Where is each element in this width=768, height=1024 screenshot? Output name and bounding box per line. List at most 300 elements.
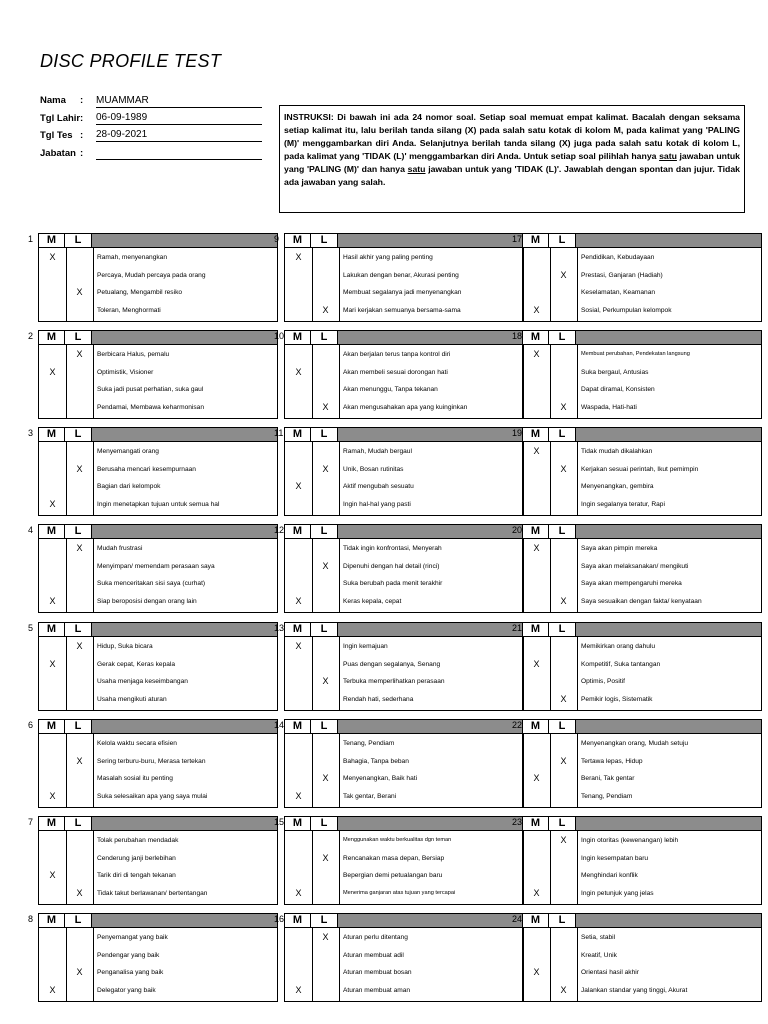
l-checkbox[interactable]: X [322,676,329,686]
l-checkbox[interactable]: X [76,463,83,474]
question-body [38,637,278,711]
column-m-header: M [284,427,311,442]
statement-row [39,693,279,710]
m-checkbox[interactable]: X [295,887,302,898]
column-m-header: M [522,719,549,734]
statement-text: Hidup, Suka bicara [97,643,153,650]
statement-text: Kelola waktu secara efisien [97,740,177,747]
column-l-header: L [311,816,338,831]
nama-field[interactable]: MUAMMAR [96,94,262,108]
statement-row [39,445,279,462]
statement-text: Rendah hati, sederhana [343,695,414,703]
question-body [38,831,278,905]
statement-row [285,755,525,772]
statement-text: Tarik diri di tengah tekanan [97,872,176,879]
statement-row [39,984,279,1001]
question-number: 14 [274,720,285,730]
statement-row [285,949,525,966]
question-number: 20 [512,525,523,535]
question-number: 2 [28,331,34,341]
statement-text: Waspada, Hati-hati [581,403,637,411]
statement-row [523,772,763,789]
statement-text: Aktif mengubah sesuatu [343,483,414,490]
statement-row [285,251,525,268]
statement-text: Bagian dari kelompok [97,483,161,490]
statement-row [523,852,763,869]
statement-row [39,852,279,869]
m-checkbox[interactable]: X [49,498,56,509]
statement-text: Puas dengan segalanya, Senang [343,660,441,668]
statement-row [523,286,763,303]
question-header [284,524,524,539]
column-l-header: L [549,524,576,539]
statement-row [285,348,525,365]
statement-text: Suka bergaul, Antusias [581,368,649,376]
statement-row [39,737,279,754]
statement-row [523,834,763,851]
m-checkbox[interactable]: X [295,481,302,491]
statement-row [39,577,279,594]
statement-text: Pendengar yang baik [97,951,160,959]
statement-text: Menghindari konflik [581,872,638,879]
m-checkbox[interactable]: X [533,543,540,553]
instructions-box [279,105,745,213]
m-checkbox[interactable]: X [533,887,540,898]
statement-row [285,577,525,594]
column-m-header: M [38,233,65,248]
question-body [284,248,524,322]
column-l-header: L [549,233,576,248]
tgl-lahir-field[interactable]: 06-09-1989 [96,111,262,125]
question-number: 18 [512,331,523,341]
statement-row [39,869,279,886]
header-bar [92,233,278,248]
column-l-header: L [549,427,576,442]
statement-row [39,304,279,321]
m-checkbox[interactable]: X [49,790,56,801]
question-header [38,427,278,442]
question-body [522,831,762,905]
header-bar [576,427,762,442]
statement-text: Ingin segalanya teratur, Rapi [581,500,665,508]
question-header [284,427,524,442]
column-m-header: M [38,524,65,539]
column-m-header: M [284,816,311,831]
jabatan-field[interactable] [96,146,262,160]
l-checkbox[interactable]: X [76,543,83,553]
statement-text: Toleran, Menghormati [97,306,161,314]
statement-text: Mari kerjakan semuanya bersama-sama [343,306,461,314]
column-l-header: L [65,330,92,345]
column-m-header: M [38,816,65,831]
question-body [38,928,278,1002]
header-bar [576,330,762,345]
statement-row [523,931,763,948]
m-checkbox[interactable]: X [49,595,56,606]
l-checkbox[interactable]: X [560,835,567,845]
statement-row [39,675,279,692]
statement-row [285,480,525,497]
question-number: 13 [274,623,285,633]
header-bar [92,524,278,539]
column-l-header: L [311,524,338,539]
m-checkbox[interactable]: X [295,984,302,995]
statement-text: Usaha mengikuti aturan [97,695,167,703]
l-checkbox[interactable]: X [560,595,567,606]
statement-text: Menggunakan waktu berkualitas dgn teman [343,837,452,843]
statement-text: Membuat segalanya jadi menyenangkan [343,289,462,296]
statement-text: Saya akan pimpin mereka [581,545,658,552]
statement-text: Masalah sosial itu penting [97,775,173,782]
header-bar [338,816,524,831]
statement-row [523,498,763,515]
statement-row [523,366,763,383]
statement-text: Petualang, Mengambil resiko [97,289,183,296]
question-number: 10 [274,331,285,341]
statement-text: Prestasi, Ganjaran (Hadiah) [581,271,663,279]
m-checkbox[interactable]: X [533,967,540,977]
header-bar [338,913,524,928]
statement-row [285,931,525,948]
column-m-header: M [38,427,65,442]
question-header [284,913,524,928]
header-bar [338,330,524,345]
m-checkbox[interactable]: X [49,366,56,377]
question-number: 24 [512,914,523,924]
question-header [522,233,762,248]
header-bar [92,816,278,831]
statement-row [39,251,279,268]
statement-text: Akan menunggu, Tanpa tekanan [343,386,438,393]
statement-row [285,286,525,303]
header-bar [92,330,278,345]
statement-row [39,269,279,286]
statement-text: Suka selesaikan apa yang saya mulai [97,792,208,800]
l-checkbox[interactable]: X [76,755,83,766]
statement-text: Aturan membuat adil [343,951,404,959]
m-checkbox[interactable]: X [49,658,56,669]
statement-row [285,675,525,692]
l-checkbox[interactable]: X [560,463,567,474]
m-checkbox[interactable]: X [295,790,302,801]
l-checkbox[interactable]: X [322,932,329,942]
statement-text: Usaha menjaga keseimbangan [97,678,188,685]
statement-row [523,966,763,983]
statement-row [39,595,279,612]
colon: : [80,130,84,141]
statement-row [285,640,525,657]
header-bar [576,719,762,734]
statement-text: Siap beroposisi dengan orang lain [97,597,197,605]
statement-text: Optimistik, Visioner [97,368,154,376]
statement-text: Saya akan melaksanakan/ mengikuti [581,562,689,570]
column-l-header: L [549,719,576,734]
page-title: DISC PROFILE TEST [40,51,222,71]
statement-text: Akan membeli sesuai dorongan hati [343,368,448,376]
m-checkbox[interactable]: X [533,304,540,315]
header-bar [92,719,278,734]
statement-text: Aturan perlu ditentang [343,934,408,941]
statement-row [523,577,763,594]
l-checkbox[interactable]: X [560,755,567,766]
column-l-header: L [65,524,92,539]
statement-row [523,595,763,612]
question-header [522,622,762,637]
statement-row [285,560,525,577]
statement-row [285,498,525,515]
l-checkbox[interactable]: X [322,560,329,571]
tgl-tes-label: Tgl Tes [40,130,73,141]
question-header [284,622,524,637]
statement-text: Ingin otoritas (kewenangan) lebih [581,837,679,844]
column-m-header: M [284,233,311,248]
statement-row [39,560,279,577]
statement-row [523,675,763,692]
statement-text: Ingin hal-hal yang pasti [343,500,411,508]
m-checkbox[interactable]: X [49,252,56,262]
l-checkbox[interactable]: X [322,401,329,412]
statement-text: Jalankan standar yang tinggi, Akurat [581,986,688,994]
statement-row [39,542,279,559]
statement-row [285,966,525,983]
column-m-header: M [522,233,549,248]
statement-row [523,658,763,675]
question-body [38,248,278,322]
question-number: 17 [512,234,523,244]
statement-text: Gerak cepat, Keras kepala [97,660,176,668]
column-m-header: M [522,427,549,442]
question-header [522,913,762,928]
statement-text: Sering terburu-buru, Merasa tertekan [97,757,206,765]
statement-text: Menyimpan/ memendam perasaan saya [97,562,215,570]
statement-row [523,401,763,418]
question-header [38,816,278,831]
statement-text: Tidak mudah dikalahkan [581,448,653,455]
header-bar [338,427,524,442]
statement-row [39,286,279,303]
question-number: 8 [28,914,34,924]
header-bar [92,622,278,637]
l-checkbox[interactable]: X [76,287,83,297]
question-header [38,233,278,248]
question-body [522,734,762,808]
statement-row [523,887,763,904]
statement-text: Delegator yang baik [97,986,156,994]
l-checkbox[interactable]: X [76,349,83,359]
statement-row [285,366,525,383]
instructions-emphasis: satu [407,164,426,175]
l-checkbox[interactable]: X [76,641,83,651]
question-header [38,719,278,734]
statement-row [523,251,763,268]
statement-row [285,693,525,710]
column-l-header: L [311,233,338,248]
instructions-emphasis: satu [659,151,677,162]
statement-text: Penyemangat yang baik [97,934,168,941]
statement-text: Suka menceritakan sisi saya (curhat) [97,580,206,587]
statement-row [523,560,763,577]
question-body [284,928,524,1002]
question-number: 11 [274,428,284,438]
question-number: 15 [274,817,285,827]
statement-row [39,348,279,365]
header-bar [338,622,524,637]
statement-row [285,542,525,559]
statement-text: Saya sesuaikan dengan fakta/ kenyataan [581,597,702,605]
question-number: 7 [28,817,34,827]
statement-text: Tak gentar, Berani [343,792,397,800]
tgl-lahir-label: Tgl Lahir [40,113,81,124]
l-checkbox[interactable]: X [322,304,329,315]
statement-row [523,445,763,462]
question-header [284,719,524,734]
statement-row [39,887,279,904]
question-number: 19 [512,428,523,438]
statement-text: Aturan membuat bosan [343,969,412,976]
header-bar [576,233,762,248]
statement-row [39,755,279,772]
question-body [38,539,278,613]
question-number: 6 [28,720,34,730]
statement-text: Menyemangati orang [97,448,159,455]
statement-text: Menerima ganjaran atas tujuan yang tercapai [343,889,456,896]
question-number: 12 [274,525,285,535]
question-body [38,442,278,516]
l-checkbox[interactable]: X [560,269,567,280]
colon: : [80,148,84,159]
l-checkbox[interactable]: X [76,887,83,898]
l-checkbox[interactable]: X [322,463,329,474]
question-body [38,734,278,808]
statement-text: Membuat perubahan, Pendekatan langsung [581,351,690,357]
column-m-header: M [284,524,311,539]
m-checkbox[interactable]: X [49,870,56,880]
tgl-tes-field[interactable]: 28-09-2021 [96,128,262,142]
statement-text: Tenang, Pendiam [581,792,633,800]
header-bar [576,913,762,928]
statement-row [523,463,763,480]
l-checkbox[interactable]: X [560,401,567,412]
statement-row [523,869,763,886]
column-m-header: M [284,719,311,734]
m-checkbox[interactable]: X [295,366,302,377]
statement-row [39,790,279,807]
statement-text: Terbuka memperlihatkan perasaan [343,678,445,685]
statement-row [285,852,525,869]
colon: : [80,113,84,124]
statement-text: Rencanakan masa depan, Bersiap [343,854,445,862]
column-m-header: M [284,913,311,928]
statement-row [39,966,279,983]
statement-row [285,984,525,1001]
statement-text: Keselamatan, Keamanan [581,289,656,296]
statement-row [523,348,763,365]
statement-text: Percaya, Mudah percaya pada orang [97,271,206,279]
statement-text: Dipenuhi dengan hal detail (rinci) [343,562,440,570]
question-number: 9 [274,234,280,244]
column-l-header: L [65,622,92,637]
header-bar [576,622,762,637]
column-l-header: L [311,913,338,928]
statement-text: Saya akan mempengaruhi mereka [581,580,682,587]
m-checkbox[interactable]: X [533,446,540,456]
nama-label: Nama [40,95,66,106]
statement-row [523,790,763,807]
l-checkbox[interactable]: X [322,773,329,783]
column-m-header: M [284,330,311,345]
question-header [522,816,762,831]
statement-row [39,498,279,515]
statement-text: Akan mengusahakan apa yang kuinginkan [343,403,468,411]
question-body [284,734,524,808]
statement-text: Memikirkan orang dahulu [581,643,656,650]
statement-text: Bepergian demi petualangan baru [343,872,443,879]
statement-text: Tidak takut berlawanan/ bertentangan [97,889,208,897]
m-checkbox[interactable]: X [533,773,540,783]
statement-row [523,304,763,321]
statement-text: Ingin kemajuan [343,643,388,650]
statement-text: Ingin menetapkan tujuan untuk semua hal [97,500,220,508]
statement-text: Optimis, Positif [581,678,625,685]
column-m-header: M [38,622,65,637]
column-l-header: L [65,233,92,248]
statement-text: Pendidikan, Kebudayaan [581,254,655,261]
statement-text: Unik, Bosan rutinitas [343,465,404,473]
question-body [522,345,762,419]
statement-text: Orientasi hasil akhir [581,969,639,976]
statement-row [523,383,763,400]
statement-text: Sosial, Perkumpulan kelompok [581,306,672,314]
statement-text: Akan berjalan terus tanpa kontrol diri [343,351,451,358]
column-l-header: L [311,719,338,734]
m-checkbox[interactable]: X [295,252,302,262]
statement-text: Menyenangkan, Baik hati [343,775,418,782]
statement-row [523,737,763,754]
l-checkbox[interactable]: X [560,984,567,995]
question-number: 23 [512,817,523,827]
m-checkbox[interactable]: X [49,984,56,995]
statement-text: Menyenangkan orang, Mudah setuju [581,740,689,747]
m-checkbox[interactable]: X [533,658,540,669]
statement-text: Ingin petunjuk yang jelas [581,889,654,897]
question-header [284,816,524,831]
question-header [38,622,278,637]
statement-text: Berani, Tak gentar [581,775,635,782]
column-m-header: M [38,330,65,345]
column-m-header: M [38,719,65,734]
statement-row [285,463,525,480]
statement-text: Ingin kesempatan baru [581,854,649,862]
statement-text: Tidak ingin konfrontasi, Menyerah [343,545,442,552]
l-checkbox[interactable]: X [76,967,83,977]
l-checkbox[interactable]: X [322,852,329,863]
m-checkbox[interactable]: X [295,641,302,651]
statement-row [285,595,525,612]
m-checkbox[interactable]: X [295,595,302,606]
statement-row [39,772,279,789]
header-bar [92,427,278,442]
statement-row [523,755,763,772]
m-checkbox[interactable]: X [533,349,540,359]
question-number: 16 [274,914,285,924]
question-body [522,539,762,613]
l-checkbox[interactable]: X [560,693,567,704]
instructions-text: INSTRUKSI: Di bawah ini ada 24 nomor soal. Setiap soal memuat empat kalimat. Bacalah dengan seksama setiap kalimat itu, lalu berilah tanda silang (X) pada salah satu kotak di kolom M, pada kalimat yang 'PALING (M)' menggambarkan diri Anda. Selanjutnya berilah tanda silang (X) juga pada salah satu kotak di kolom L, pada kalimat yang 'TIDAK (L)' menggambarkan diri Anda. Untuk setiap soal pilihlah hanya [284,112,740,162]
statement-row [39,640,279,657]
question-body [284,831,524,905]
question-body [522,248,762,322]
question-number: 3 [28,428,34,438]
